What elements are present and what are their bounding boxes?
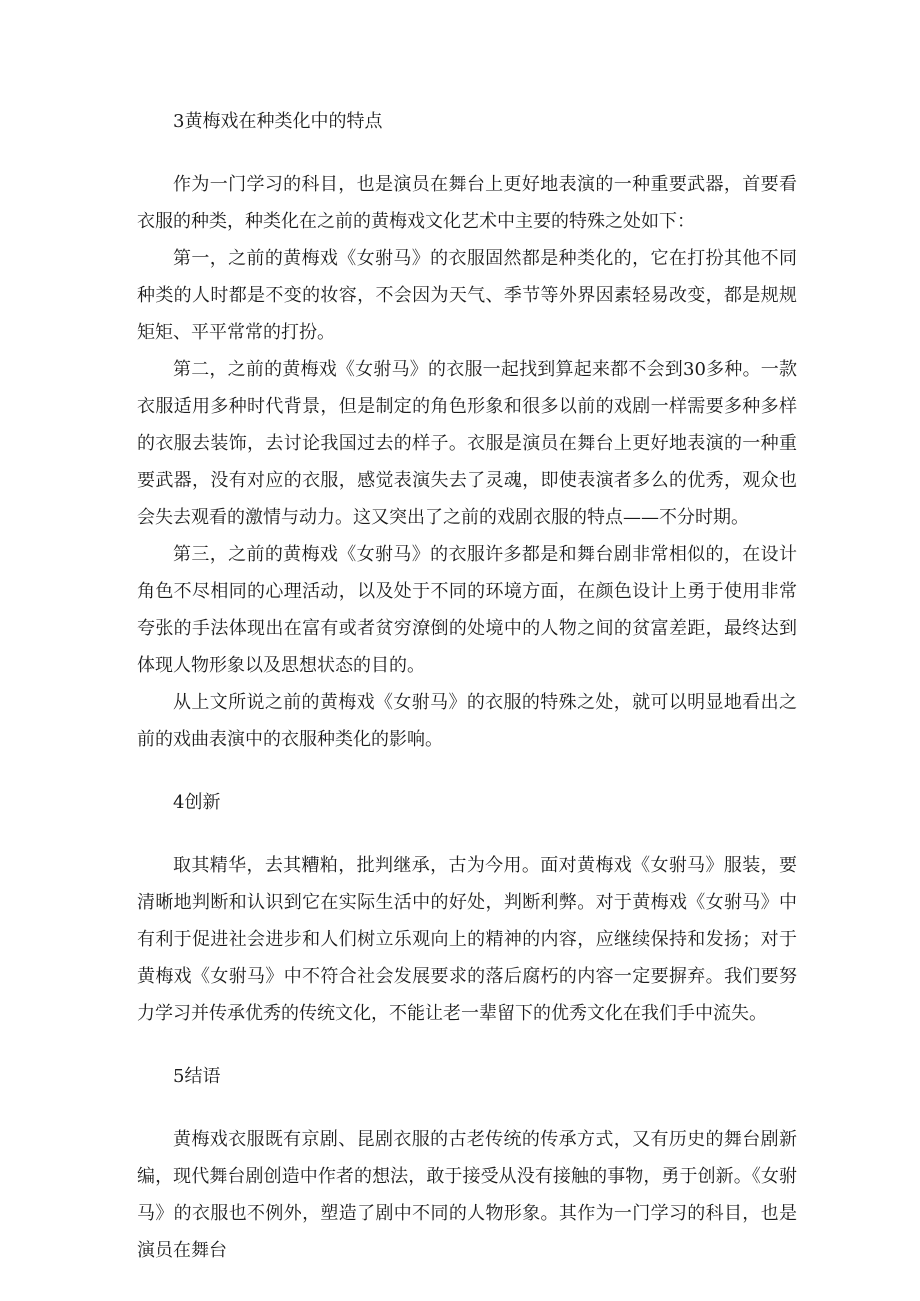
paragraph: 作为一门学习的科目，也是演员在舞台上更好地表演的一种重要武器，首要看衣服的种类，种类化在之前的黄梅戏文化艺术中主要的特殊之处如下： [137,174,797,232]
section-heading-5: 5结语 [173,1066,221,1087]
section-heading-3: 3黄梅戏在种类化中的特点 [173,111,383,132]
paragraph: 第一，之前的黄梅戏《女驸马》的衣服固然都是种类化的，它在打扮其他不同种类的人时都是不变的妆容，不会因为天气、季节等外界因素轻易改变，都是规规矩矩、平平常常的打扮。 [137,248,797,343]
paragraph: 取其精华，去其糟粕，批判继承，古为今用。面对黄梅戏《女驸马》服装，要清晰地判断和认识到它在实际生活中的好处，判断利弊。对于黄梅戏《女驸马》中有利于促进社会进步和人们树立乐观向上的精神的内容，应继续保持和发扬；对于黄梅戏《女驸马》中不符合社会发展要求的落后腐朽的内容一定要摒弃。我们要努力学习并传承优秀的传统文化，不能让老一辈留下的优秀文化在我们手中流失。 [137,855,797,1024]
paragraph: 从上文所说之前的黄梅戏《女驸马》的衣服的特殊之处，就可以明显地看出之前的戏曲表演中的衣服种类化的影响。 [137,692,797,750]
document-body [137,103,797,1269]
section-heading-4: 4创新 [173,792,221,813]
paragraph: 第三，之前的黄梅戏《女驸马》的衣服许多都是和舞台剧非常相似的，在设计角色不尽相同的心理活动，以及处于不同的环境方面，在颜色设计上勇于使用非常夸张的手法体现出在富有或者贫穷潦倒的处境中的人物之间的贫富差距，最终达到体现人物形象以及思想状态的目的。 [137,544,797,676]
paragraph: 黄梅戏衣服既有京剧、昆剧衣服的古老传统的传承方式，又有历史的舞台剧新编，现代舞台剧创造中作者的想法，敢于接受从没有接触的事物，勇于创新。《女驸马》的衣服也不例外，塑造了剧中不同的人物形象。其作为一门学习的科目，也是演员在舞台 [137,1129,797,1261]
paragraph: 第二，之前的黄梅戏《女驸马》的衣服一起找到算起来都不会到30多种。一款衣服适用多种时代背景，但是制定的角色形象和很多以前的戏剧一样需要多种多样的衣服去装饰，去讨论我国过去的样子。衣服是演员在舞台上更好地表演的一种重要武器，没有对应的衣服，感觉表演失去了灵魂，即使表演者多么的优秀，观众也会失去观看的激情与动力。这又突出了之前的戏剧衣服的特点——不分时期。 [137,359,797,528]
